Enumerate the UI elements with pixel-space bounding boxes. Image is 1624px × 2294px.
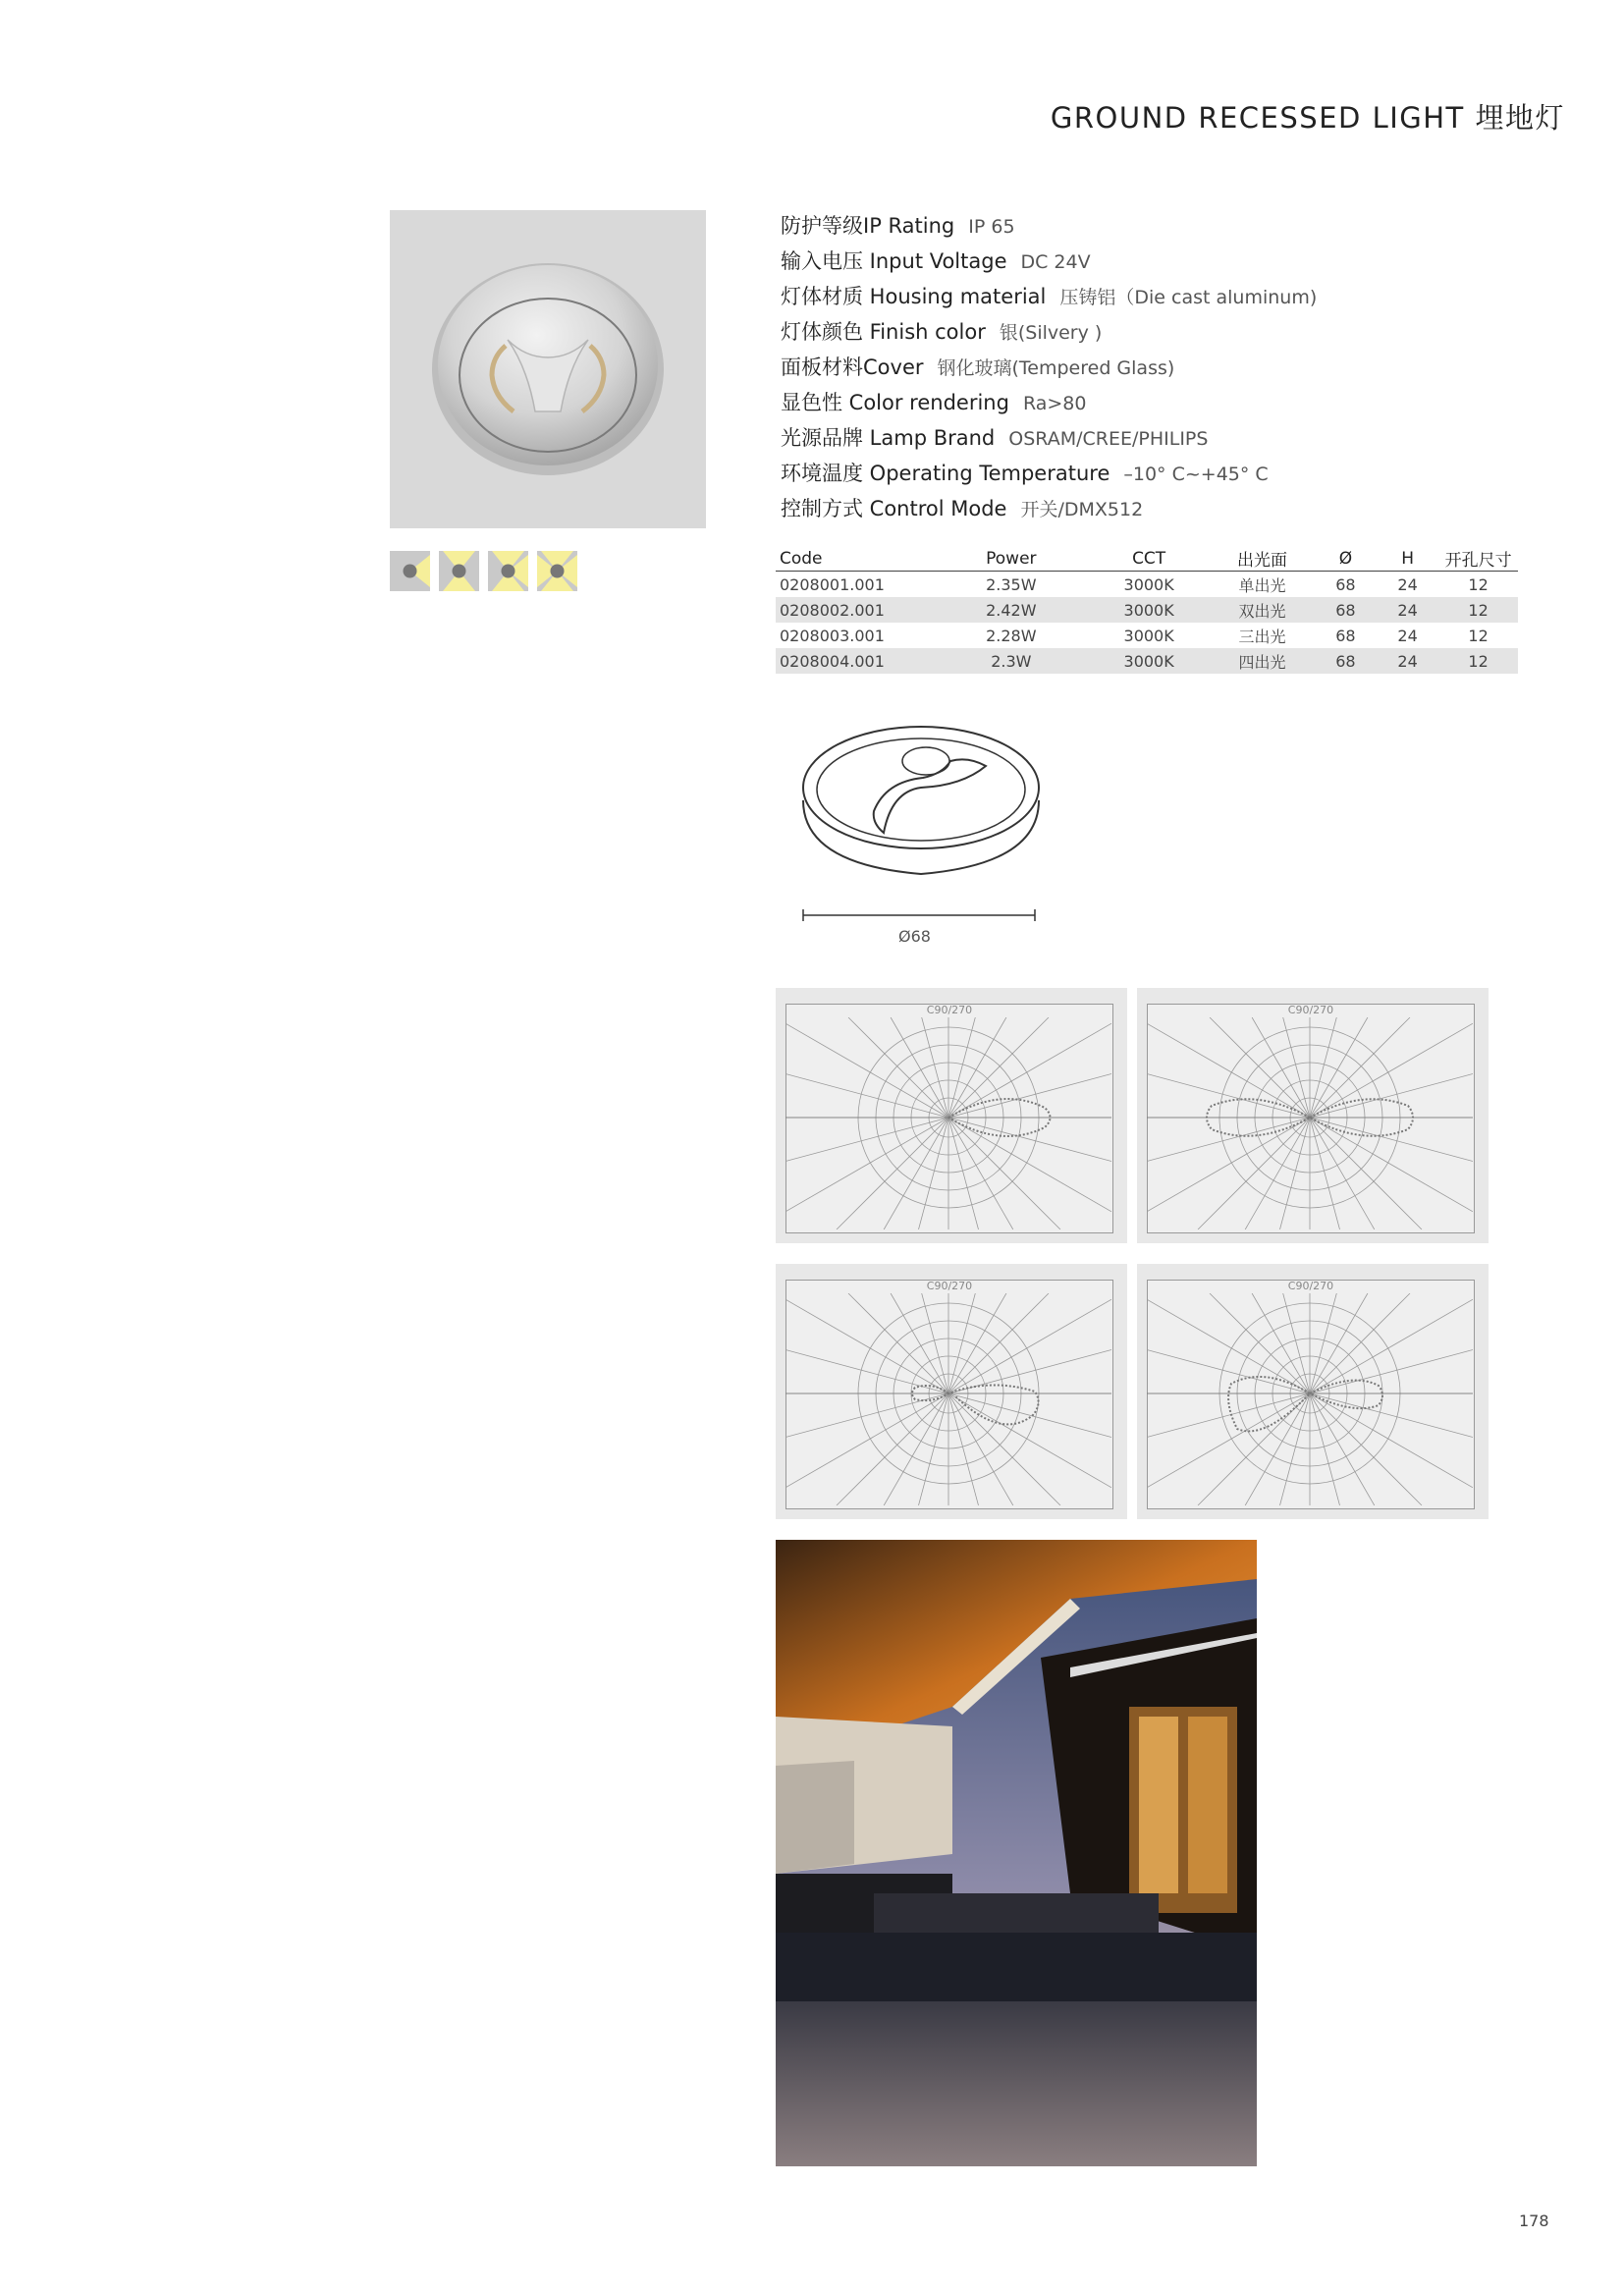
table-row bbox=[776, 572, 1518, 598]
spec-label: 显色性 Color rendering bbox=[781, 391, 1009, 414]
spec-row bbox=[781, 456, 1317, 491]
column-header-power: Power bbox=[935, 546, 1089, 572]
table-cell: 24 bbox=[1397, 626, 1418, 645]
dimension-line bbox=[802, 909, 1036, 921]
table-cell: 四出光 bbox=[1210, 648, 1315, 674]
table-cell: 12 bbox=[1438, 648, 1518, 674]
spec-value: OSRAM/CREE/PHILIPS bbox=[1008, 428, 1209, 450]
polar-diagram bbox=[1147, 1017, 1473, 1229]
column-header-cct: CCT bbox=[1088, 546, 1210, 572]
table-cell: 3000K bbox=[1123, 574, 1174, 594]
polar-chart-double bbox=[1137, 988, 1489, 1243]
spec-value: 银(Silvery ) bbox=[999, 322, 1103, 344]
table-cell: 12 bbox=[1468, 626, 1489, 645]
spec-label: 灯体材质 Housing material bbox=[781, 285, 1047, 308]
table-header-row bbox=[776, 546, 1518, 572]
spec-value: –10° C~+45° C bbox=[1123, 464, 1269, 485]
table-cell: 双出光 bbox=[1210, 597, 1315, 623]
table-cell: 0208003.001 bbox=[780, 626, 885, 645]
polar-chart-title: C90/270 bbox=[926, 1280, 973, 1292]
table-cell: 68 bbox=[1315, 597, 1377, 623]
table-cell: 2.42W bbox=[935, 597, 1089, 623]
polar-chart-title: C90/270 bbox=[1287, 1004, 1334, 1016]
spec-value: DC 24V bbox=[1020, 251, 1091, 273]
quad-beam-icon bbox=[537, 551, 577, 591]
product-photo bbox=[390, 210, 706, 528]
table-cell: 2.28W bbox=[986, 626, 1037, 645]
technical-drawing bbox=[793, 717, 1049, 884]
double-beam-icon bbox=[439, 551, 479, 591]
spec-row bbox=[781, 491, 1317, 526]
column-header-code: Code bbox=[776, 546, 935, 572]
dimension-label: Ø68 bbox=[898, 927, 931, 946]
spec-label: 面板材料Cover bbox=[781, 355, 924, 379]
column-header-height: H bbox=[1377, 546, 1438, 572]
polar-chart-single bbox=[776, 988, 1127, 1243]
polar-chart-triple bbox=[776, 1264, 1127, 1519]
spec-row bbox=[781, 385, 1317, 420]
table-cell: 0208004.001 bbox=[776, 648, 935, 674]
spec-row bbox=[781, 208, 1317, 244]
spec-label: 控制方式 Control Mode bbox=[781, 497, 1007, 520]
spec-row bbox=[781, 314, 1317, 350]
spec-value: 压铸铝（Die cast aluminum) bbox=[1059, 287, 1318, 308]
product-table bbox=[776, 546, 1518, 674]
table-cell: 3000K bbox=[1123, 626, 1174, 645]
spec-value: 钢化玻璃(Tempered Glass) bbox=[937, 357, 1175, 379]
spec-list bbox=[781, 208, 1317, 526]
table-row bbox=[776, 648, 1518, 674]
spec-value: 开关/DMX512 bbox=[1020, 499, 1144, 520]
spec-label: 灯体颜色 Finish color bbox=[781, 320, 986, 344]
spec-value: IP 65 bbox=[968, 216, 1015, 238]
table-cell: 68 bbox=[1335, 574, 1356, 594]
table-cell: 12 bbox=[1438, 597, 1518, 623]
polar-diagram bbox=[785, 1293, 1111, 1505]
beam-pattern-thumbnails bbox=[390, 551, 577, 591]
table-cell: 0208002.001 bbox=[776, 597, 935, 623]
column-header-diameter: Ø bbox=[1315, 546, 1377, 572]
table-cell: 2.3W bbox=[935, 648, 1089, 674]
table-cell: 68 bbox=[1335, 626, 1356, 645]
table-cell: 单出光 bbox=[1238, 575, 1286, 595]
table-cell: 3000K bbox=[1088, 597, 1210, 623]
page-title: GROUND RECESSED LIGHT 埋地灯 bbox=[1050, 101, 1565, 135]
spec-row bbox=[781, 279, 1317, 314]
spec-label: 光源品牌 Lamp Brand bbox=[781, 426, 996, 450]
table-cell: 24 bbox=[1377, 648, 1438, 674]
table-cell: 0208001.001 bbox=[780, 574, 885, 594]
triple-beam-icon bbox=[488, 551, 528, 591]
spec-label: 输入电压 Input Voltage bbox=[781, 249, 1007, 273]
spec-label: 环境温度 Operating Temperature bbox=[781, 462, 1110, 485]
application-photo bbox=[776, 1540, 1257, 2166]
single-beam-icon bbox=[390, 551, 430, 591]
polar-chart-quad bbox=[1137, 1264, 1489, 1519]
table-cell: 2.35W bbox=[986, 574, 1037, 594]
table-cell: 24 bbox=[1377, 597, 1438, 623]
polar-chart-title: C90/270 bbox=[926, 1004, 973, 1016]
table-cell: 24 bbox=[1397, 574, 1418, 594]
table-cell: 68 bbox=[1315, 648, 1377, 674]
table-cell: 12 bbox=[1468, 574, 1489, 594]
spec-label: 防护等级IP Rating bbox=[781, 214, 955, 238]
table-row bbox=[776, 597, 1518, 623]
spec-row bbox=[781, 244, 1317, 279]
column-header-output: 出光面 bbox=[1210, 546, 1315, 572]
table-row bbox=[776, 623, 1518, 648]
spec-row bbox=[781, 350, 1317, 385]
table-cell: 三出光 bbox=[1238, 627, 1286, 646]
table-cell: 3000K bbox=[1088, 648, 1210, 674]
spec-row bbox=[781, 420, 1317, 456]
polar-diagram bbox=[1147, 1293, 1473, 1505]
page-number: 178 bbox=[1519, 2212, 1549, 2230]
polar-chart-title: C90/270 bbox=[1287, 1280, 1334, 1292]
polar-diagram bbox=[785, 1017, 1111, 1229]
spec-value: Ra>80 bbox=[1022, 393, 1087, 414]
column-header-cutout: 开孔尺寸 bbox=[1438, 546, 1518, 572]
